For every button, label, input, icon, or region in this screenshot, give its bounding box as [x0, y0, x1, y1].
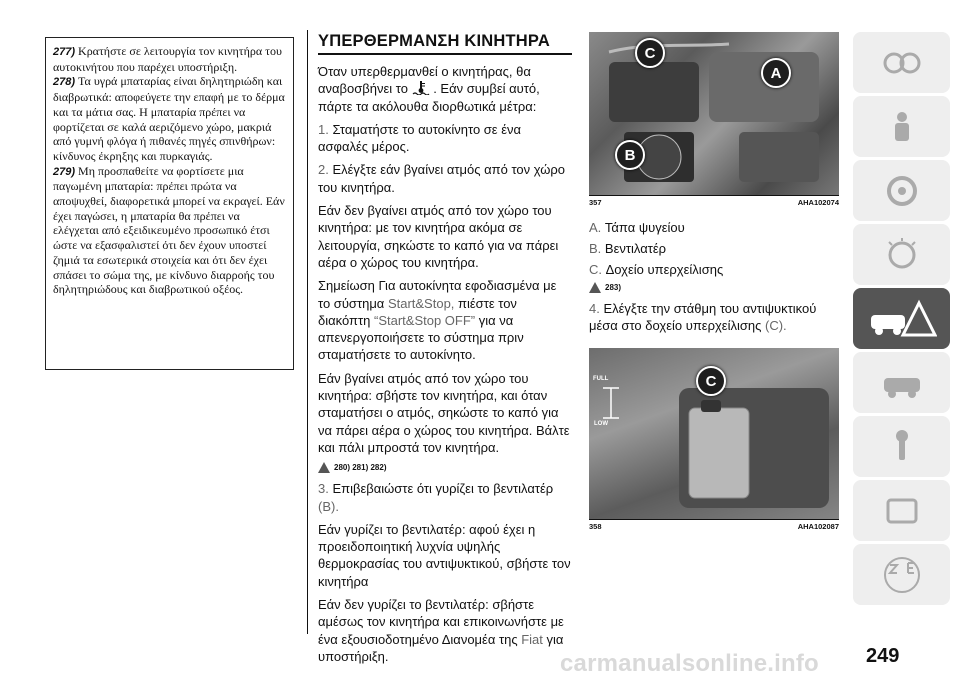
overheating-section	[318, 32, 572, 671]
component-reference: (C).	[765, 318, 787, 333]
start-stop-off-label: “Start&Stop OFF”	[373, 312, 476, 328]
tab-safety[interactable]	[853, 96, 950, 157]
step-number: 2.	[318, 162, 329, 178]
brand-name: Fiat	[521, 631, 543, 647]
figure-number: 357	[589, 198, 602, 207]
warning-reference-numbers: 283)	[605, 283, 622, 292]
steering-wheel-icon	[882, 174, 922, 208]
warning-note-278	[53, 74, 285, 163]
low-level-label: LOW	[594, 421, 608, 427]
intro-text-cont: . Εάν συμβεί αυτό, πάρτε τα ακόλουθα διορθωτικά μέτρα:	[318, 81, 540, 114]
watermark: carmanualsonline.info	[560, 650, 819, 677]
legend-letter: C.	[589, 262, 602, 277]
warning-number: 278)	[53, 76, 76, 89]
coolant-reservoir-photo	[589, 348, 839, 520]
figure-caption	[589, 196, 839, 207]
seatbelt-icon	[882, 110, 922, 144]
full-level-label: FULL	[593, 376, 609, 382]
warning-reference-numbers: 280) 281) 282)	[334, 463, 387, 473]
step-number: 4.	[589, 301, 600, 316]
figures-column	[589, 32, 839, 531]
warning-triangle-icon	[318, 462, 330, 473]
column-divider	[307, 30, 308, 634]
component-reference: (B).	[318, 498, 339, 514]
intro-paragraph	[318, 63, 572, 115]
warning-text: Μη προσπαθείτε να φορτίσετε μια παγωμένη μπαταρία: πρέπει πρώτα να αποψυχθεί, διαφορετικά μπορεί να εκραγεί. Εάν έχει παγώσει, η μπαταρία θα πρέπει να ελέγχεται από εξειδικευμένο προσωπικό έτσι ώστε να εξασφαλιστεί ότι δεν έχουν υποστεί ζημιά τα εσωτερικά στοιχεία και ότι δεν έχει σπάσει το σώμα της, με κίνδυνο διαρροής του δηλητηριώδους και διαβρωτικού οξέος.	[53, 163, 285, 297]
legend-text: Δοχείο υπερχείλισης	[602, 262, 724, 277]
callout-badge-c: C	[635, 38, 665, 68]
tab-maintenance[interactable]	[853, 352, 950, 413]
figure-code: AHA102074	[797, 198, 839, 207]
legend-a	[589, 219, 839, 236]
callout-badge-a: A	[761, 58, 791, 88]
tab-emergency[interactable]	[853, 288, 950, 349]
heading-rule	[318, 53, 572, 55]
tab-index[interactable]	[853, 544, 950, 605]
multimedia-icon	[882, 494, 922, 528]
page-number: 249	[866, 645, 900, 667]
fan-on-paragraph: Εάν γυρίζει το βεντιλατέρ: αφού έχει η προειδοποιητική λυχνία υψηλής θερμοκρασίας του αντιψυκτικού, σβήστε τον κινητήρα	[318, 521, 571, 589]
warning-text: Τα υγρά μπαταρίας είναι δηλητηριώδη και διαβρωτικά: αποφεύγετε την επαφή με το δέρμα και τα μάτια σας. Η μπαταρία πρέπει να φορτίζεται σε καλά αεριζόμενο χώρο, μακριά από γυμνή φλόγα ή πιθανές πηγές σπινθήρων: κίνδυνος έκρηξης και πυρκαγιάς.	[53, 74, 285, 163]
fan-off-paragraph	[318, 596, 572, 665]
step-text: Σταματήστε το αυτοκίνητο σε ένα ασφαλές μέρος.	[318, 121, 522, 155]
chapter-tabs	[853, 32, 950, 608]
legend-b	[589, 240, 839, 257]
step-3	[318, 480, 572, 515]
figure-number: 358	[589, 522, 602, 531]
steam-paragraph: Εάν βγαίνει ατμός από τον χώρο του κινητήρα: σβήστε τον κινητήρα, και όταν σταματήσει ο ατμός, σηκώστε το καπό για να πάρει αέρα ο χώρος του κινητήρα. Βάλτε και πάλι μπροστά τον κινητήρα.	[318, 370, 570, 455]
note-text: για να απενεργοποιήσετε το σύστημα πριν σταματήσετε το αυτοκίνητο.	[318, 312, 524, 363]
legend-text: Τάπα ψυγείου	[601, 220, 685, 235]
warning-notes-box	[45, 37, 294, 370]
figure-caption	[589, 520, 839, 531]
car-maintenance-icon	[880, 366, 924, 400]
callout-badge-b: B	[615, 140, 645, 170]
warning-number: 277)	[53, 46, 76, 58]
wrench-icon	[882, 430, 922, 464]
tab-dashboard[interactable]	[853, 32, 950, 93]
tab-technical-data[interactable]	[853, 416, 950, 477]
warning-note-277	[53, 44, 285, 74]
warning-note-279	[53, 164, 285, 297]
legend-c	[589, 261, 839, 278]
step-text: Ελέγξτε εάν βγαίνει ατμός από τον χώρο του κινητήρα.	[318, 162, 566, 195]
warning-reference	[318, 462, 572, 473]
emergency-warning-icon	[867, 299, 937, 339]
step-2	[318, 161, 572, 196]
tab-warning-lights[interactable]	[853, 224, 950, 285]
engine-bay-illustration	[589, 32, 839, 195]
section-heading: ΥΠΕΡΘΕΡΜΑΝΣΗ ΚΙΝΗΤΗΡΑ	[318, 32, 550, 50]
no-steam-paragraph: Εάν δεν βγαίνει ατμός από τον χώρο του κινητήρα: με τον κινητήρα ακόμα σε λειτουργία, σηκώστε το καπό για να πάρει αέρα ο χώρος του κινητήρα.	[318, 203, 559, 270]
start-stop-note	[318, 277, 572, 363]
warning-text: Κρατήστε σε λειτουργία τον κινητήρα του αυτοκινήτου που παρέχει υποστήριξη.	[53, 44, 282, 74]
warning-lights-icon	[882, 238, 922, 272]
coolant-temperature-icon	[412, 81, 430, 95]
start-stop-label: Start&Stop,	[387, 295, 455, 311]
warning-triangle-icon	[589, 282, 601, 293]
dashboard-icon	[882, 48, 922, 78]
step-text: Ελέγξτε την στάθμη του αντιψυκτικού μέσα στο δοχείο υπερχείλισης	[589, 301, 817, 333]
note-text: Σημείωση Για αυτοκίνητα εφοδιασμένα με το σύστημα	[318, 278, 557, 311]
fan-off-text: Εάν δεν γυρίζει το βεντιλατέρ: σβήστε αμέσως τον κινητήρα και επικοινωνήστε με ένα εξουσιοδοτημένο Διανομέα της	[318, 597, 564, 647]
figure-code: AHA102087	[797, 522, 839, 531]
step-number: 3.	[318, 481, 329, 497]
alphabet-index-icon	[880, 555, 924, 595]
callout-badge-c: C	[696, 366, 726, 396]
step-4	[589, 300, 839, 334]
note-text: πιέστε τον διακόπτη	[318, 295, 517, 328]
step-number: 1.	[318, 121, 329, 137]
step-1	[318, 121, 572, 156]
legend-letter: A.	[589, 220, 602, 235]
intro-text: Όταν υπερθερμανθεί ο κινητήρας, θα αναβοσβήνει το	[318, 64, 531, 97]
legend-text: Βεντιλατέρ	[601, 241, 667, 256]
tab-starting-driving[interactable]	[853, 160, 950, 221]
legend-letter: B.	[589, 241, 602, 256]
warning-number: 279)	[53, 165, 76, 178]
warning-reference	[589, 282, 839, 293]
tab-multimedia[interactable]	[853, 480, 950, 541]
step-text: Επιβεβαιώστε ότι γυρίζει το βεντιλατέρ	[328, 481, 554, 497]
fan-off-text-cont: για υποστήριξη.	[318, 631, 564, 664]
engine-bay-photo	[589, 32, 839, 196]
